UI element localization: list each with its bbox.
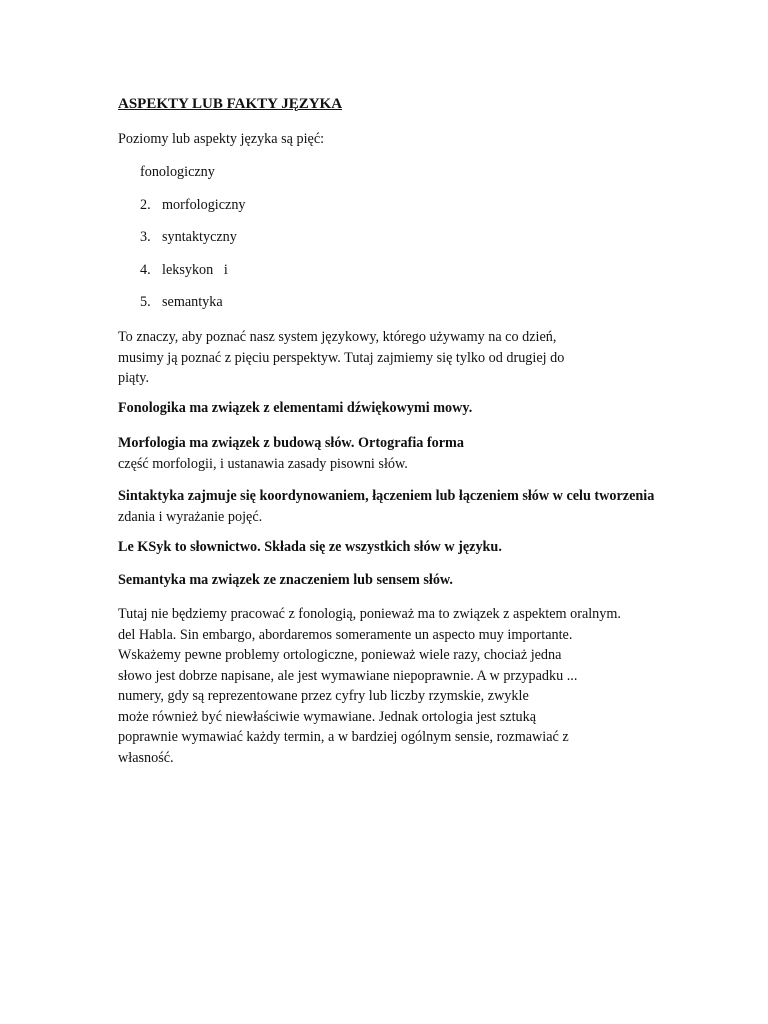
fonologika-definition: Fonologika ma związek z elementami dźwiękowymi mowy. — [118, 400, 473, 416]
paragraph-ortologia — [118, 604, 621, 768]
morfologia-rest: część morfologii, i ustanawia zasady pisowni słów. — [118, 455, 408, 472]
list-item-number: 4. — [140, 262, 151, 278]
document-title: ASPEKTY LUB FAKTY JĘZYKA — [118, 96, 343, 112]
paragraph-line: musimy ją poznać z pięciu perspektyw. Tutaj zajmiemy się tylko od drugiej do — [118, 349, 565, 366]
list-item-text: syntaktyczny — [162, 229, 237, 245]
list-item-number: 5. — [140, 294, 151, 310]
leksyk-definition: Le KSyk to słownictwo. Składa się ze wszystkich słów w języku. — [118, 539, 502, 555]
list-item — [140, 164, 215, 181]
paragraph-line: To znaczy, aby poznać nasz system językowy, którego używamy na co dzień, — [118, 329, 557, 345]
paragraph-line: Tutaj nie będziemy pracować z fonologią, ponieważ ma to związek z aspektem oralnym. — [118, 606, 621, 622]
list-item-number: 3. — [140, 229, 151, 245]
paragraph-line: poprawnie wymawiać każdy termin, a w bardziej ogólnym sensie, rozmawiać z — [118, 729, 569, 745]
paragraph-line: słowo jest dobrze napisane, ale jest wymawiane niepoprawnie. A w przypadku ... — [118, 667, 578, 684]
paragraph-line: Wskażemy pewne problemy ortologiczne, ponieważ wiele razy, chociaż jedna — [118, 647, 562, 663]
list-item-text: leksykon i — [162, 262, 228, 278]
paragraph-line: własność. — [118, 749, 174, 766]
list-item — [140, 229, 237, 246]
paragraph-line: numery, gdy są reprezentowane przez cyfry lub liczby rzymskie, zwykle — [118, 688, 529, 704]
list-item — [140, 197, 246, 214]
list-item-text: semantyka — [162, 294, 223, 310]
list-item-text: fonologiczny — [140, 164, 215, 180]
morfologia-definition — [118, 433, 464, 474]
sintaktyka-bold: Sintaktyka zajmuje się koordynowaniem, łączeniem lub łączeniem słów w celu tworzenia — [118, 488, 655, 504]
list-item-number: 2. — [140, 197, 151, 213]
paragraph-line: del Habla. Sin embargo, abordaremos someramente un aspecto muy importante. — [118, 626, 573, 643]
sintaktyka-definition — [118, 486, 654, 527]
list-item-text: morfologiczny — [162, 197, 246, 213]
intro-text: Poziomy lub aspekty języka są pięć: — [118, 131, 325, 147]
semantyka-definition: Semantyka ma związek ze znaczeniem lub sensem słów. — [118, 572, 453, 588]
paragraph-line: piąty. — [118, 370, 149, 386]
paragraph-line: może również być niewłaściwie wymawiane. Jednak ortologia jest sztuką — [118, 708, 536, 725]
paragraph-perspectives — [118, 327, 564, 389]
list-item — [140, 262, 228, 279]
morfologia-bold: Morfologia ma związek z budową słów. Ortografia forma — [118, 435, 464, 451]
sintaktyka-rest: zdania i wyrażanie pojęć. — [118, 508, 263, 525]
list-item — [140, 294, 223, 311]
